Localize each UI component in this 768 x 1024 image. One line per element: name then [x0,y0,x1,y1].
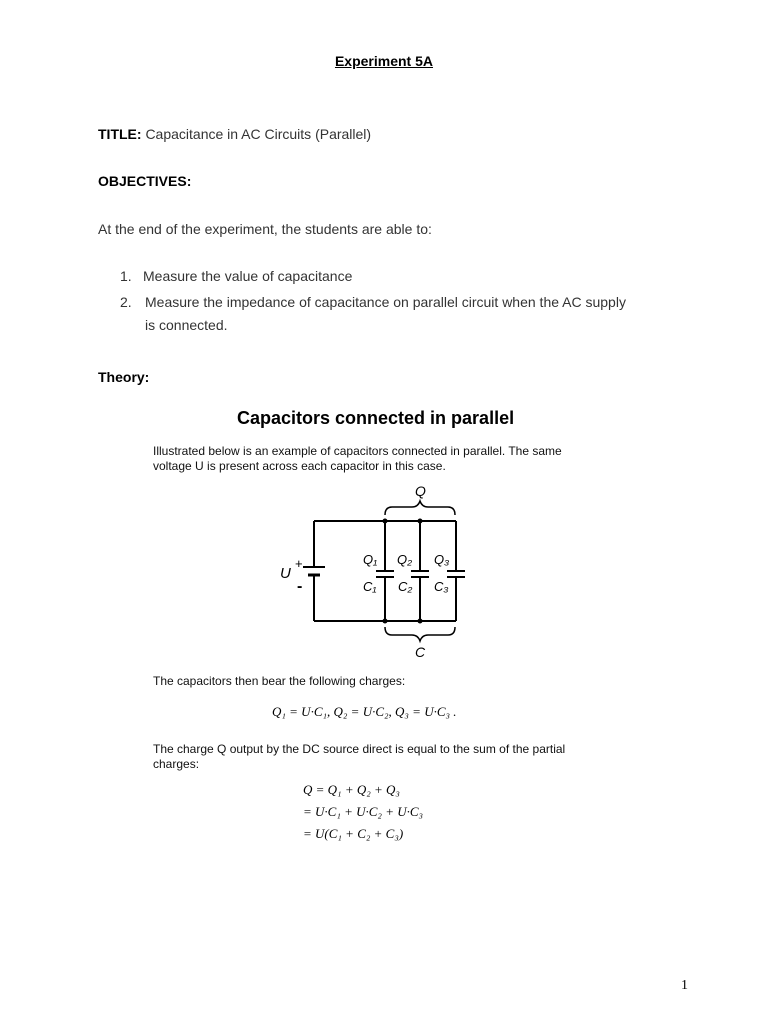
label-c3: C₃ [434,579,449,594]
objective-2-number: 2. [120,294,132,310]
figure-paragraph-1-line-1: Illustrated below is an example of capacitors connected in parallel. The same [153,444,562,458]
title-text: Capacitance in AC Circuits (Parallel) [145,126,372,142]
figure-paragraph-1 [153,444,562,474]
title-label: TITLE: [98,126,142,142]
formula-total-charge-line-1: Q = Q₁ + Q₂ + Q₃ [303,782,400,797]
formula-total-charge-line-3: = U(C₁ + C₂ + C₃) [303,826,404,841]
label-plus: + [295,556,303,571]
label-q1: Q₁ [363,552,378,567]
figure-paragraph-3-line-2: charges: [153,757,200,771]
theory-heading: Theory: [98,369,150,385]
junction-dot [383,519,388,524]
objective-1-number: 1. [120,268,132,284]
junction-dot [383,619,388,624]
formula-total-charge-line-2: = U·C₁ + U·C₂ + U·C₃ [303,804,424,819]
label-c2: C₂ [398,579,413,594]
label-c1: C₁ [363,579,377,594]
junction-dot [418,619,423,624]
figure-paragraph-3 [153,742,565,772]
label-c-total: C [415,644,426,660]
figure-paragraph-1-line-2: voltage U is present across each capacitor in this case. [153,459,446,473]
figure-paragraph-3-line-1: The charge Q output by the DC source direct is equal to the sum of the partial [153,742,566,756]
label-q3: Q₃ [434,552,450,567]
label-minus: - [297,578,303,595]
junction-dot [418,519,423,524]
objective-1-text: Measure the value of capacitance [143,268,353,284]
title-line [98,126,371,142]
label-q2: Q₂ [397,552,413,567]
objectives-heading: OBJECTIVES: [98,173,192,189]
formula-individual-charges: Q₁ = U·C₁, Q₂ = U·C₂, Q₃ = U·C₃ . [272,704,457,719]
intro-text: At the end of the experiment, the students are able to: [98,221,432,237]
figure-paragraph-2: The capacitors then bear the following charges: [153,674,406,688]
parallel-capacitor-circuit-diagram [270,475,470,660]
label-q-total: Q [415,483,426,499]
page-heading: Experiment 5A [334,53,434,69]
figure-title: Capacitors connected in parallel [237,408,515,428]
objective-2-text: Measure the impedance of capacitance on parallel circuit when the AC supply [145,294,626,310]
label-voltage-u: U [280,565,291,582]
page-number: 1 [681,978,688,993]
objective-2-text-continued: is connected. [145,317,228,333]
